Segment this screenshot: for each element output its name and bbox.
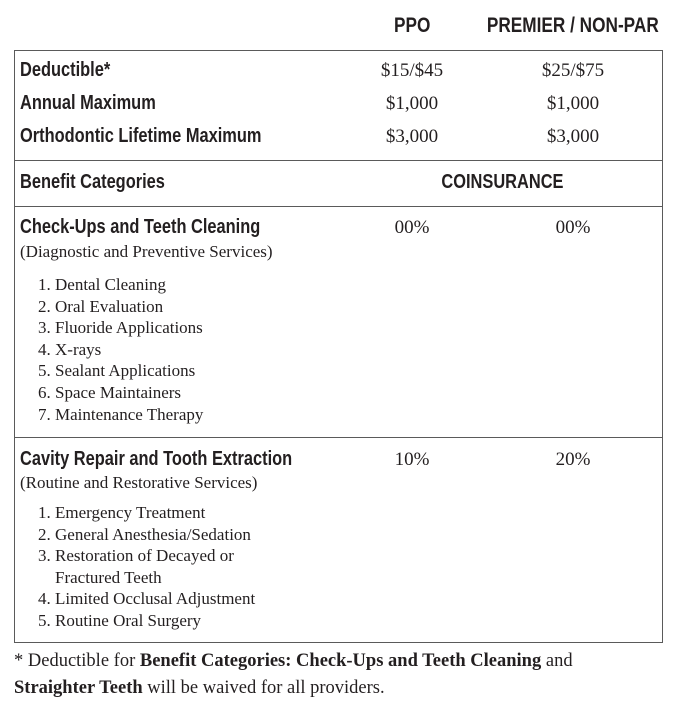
list-item: 4. Limited Occlusal Adjustment bbox=[38, 589, 256, 608]
divider bbox=[14, 437, 663, 438]
coinsurance-premier: 00% bbox=[555, 217, 591, 238]
divider bbox=[14, 160, 663, 161]
list-item: 7. Maintenance Therapy bbox=[38, 405, 204, 424]
column-header-premier: PREMIER / NON-PAR bbox=[487, 14, 659, 37]
coinsurance-premier: 20% bbox=[555, 449, 591, 470]
footnote-text: will be waived for all providers. bbox=[142, 678, 385, 698]
limit-label-orthodontic-maximum: Orthodontic Lifetime Maximum bbox=[20, 125, 262, 147]
limit-label-deductible: Deductible* bbox=[20, 59, 111, 81]
coinsurance-ppo: 10% bbox=[394, 449, 430, 470]
limit-value-ppo: $15/$45 bbox=[380, 60, 444, 81]
list-item: 5. Routine Oral Surgery bbox=[38, 611, 202, 630]
limit-value-premier: $1,000 bbox=[546, 93, 600, 114]
list-item: 6. Space Maintainers bbox=[38, 383, 182, 402]
list-item: 1. Dental Cleaning bbox=[38, 275, 166, 294]
footnote-text: and bbox=[541, 651, 573, 671]
benefit-title: Check-Ups and Teeth Cleaning bbox=[20, 216, 261, 238]
list-item: 3. Fluoride Applications bbox=[38, 318, 203, 337]
divider bbox=[14, 206, 663, 207]
list-item: 4. X-rays bbox=[38, 340, 102, 359]
footnote-bold-text: Straighter Teeth bbox=[14, 678, 143, 698]
coinsurance-ppo: 00% bbox=[394, 217, 430, 238]
benefit-subtitle: (Diagnostic and Preventive Services) bbox=[20, 242, 273, 261]
limit-value-premier: $25/$75 bbox=[541, 60, 605, 81]
list-item: 5. Sealant Applications bbox=[38, 361, 196, 380]
benefit-subtitle: (Routine and Restorative Services) bbox=[20, 473, 258, 492]
list-item: 2. General Anesthesia/Sedation bbox=[38, 525, 251, 544]
benefit-categories-heading: Benefit Categories bbox=[20, 171, 165, 193]
list-item: 3. Restoration of Decayed or bbox=[38, 546, 234, 565]
footnote bbox=[14, 648, 684, 702]
limit-label-annual-maximum: Annual Maximum bbox=[20, 92, 156, 114]
limit-value-premier: $3,000 bbox=[546, 126, 600, 147]
column-header-ppo: PPO bbox=[393, 14, 431, 37]
coinsurance-heading: COINSURANCE bbox=[440, 171, 564, 193]
list-item: 2. Oral Evaluation bbox=[38, 297, 164, 316]
footnote-text: * Deductible for bbox=[14, 651, 140, 671]
limit-value-ppo: $3,000 bbox=[385, 126, 439, 147]
list-item: 1. Emergency Treatment bbox=[38, 503, 206, 522]
footnote-bold-text: Benefit Categories: Check-Ups and Teeth Cleaning bbox=[139, 651, 542, 671]
benefit-title: Cavity Repair and Tooth Extraction bbox=[20, 448, 293, 470]
list-item-continuation: Fractured Teeth bbox=[55, 568, 162, 587]
limit-value-ppo: $1,000 bbox=[385, 93, 439, 114]
